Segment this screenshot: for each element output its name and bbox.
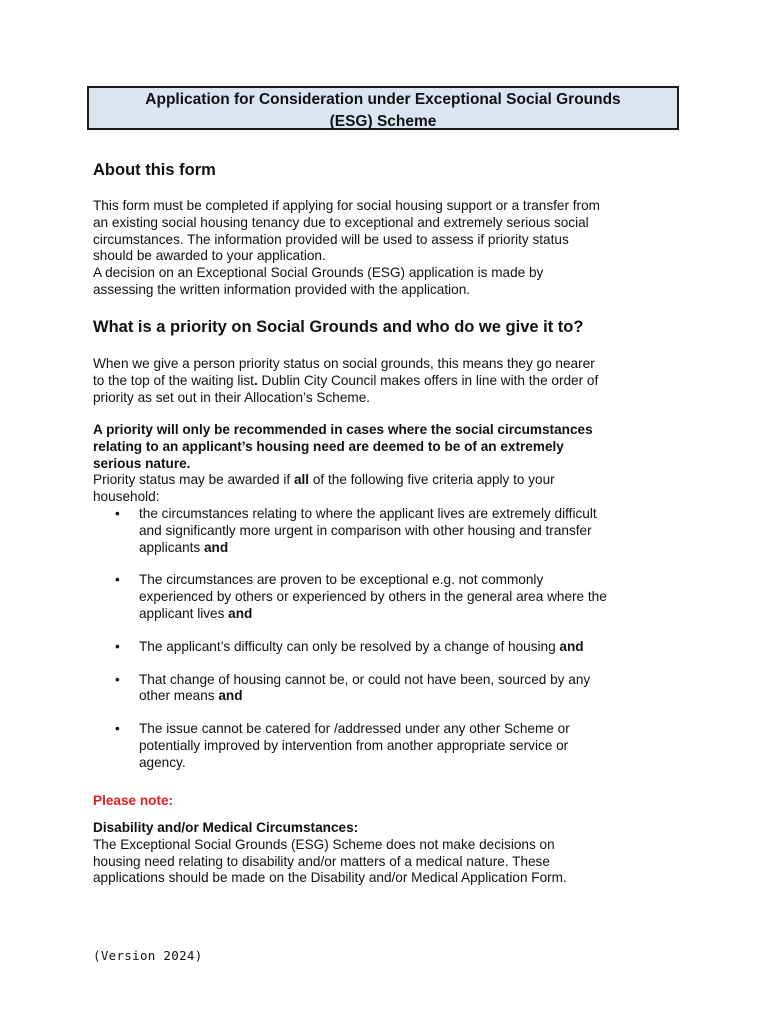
disability-medical-section bbox=[93, 820, 683, 887]
please-note-label: Please note: bbox=[93, 793, 174, 808]
bullet-icon: • bbox=[115, 572, 120, 588]
bullet-icon: • bbox=[115, 638, 120, 654]
about-heading: About this form bbox=[93, 161, 216, 179]
priority-intro-line: When we give a person priority status on social grounds, this means they go nearer bbox=[93, 356, 595, 371]
recommendation-line: serious nature. bbox=[93, 455, 191, 471]
priority-intro-line: to the top of the waiting list. Dublin City Council makes offers in line with the order of bbox=[93, 372, 599, 388]
priority-intro-line: priority as set out in their Allocation’s Scheme. bbox=[93, 389, 371, 405]
about-line: circumstances. The information provided will be used to assess if priority status bbox=[93, 231, 569, 247]
list-item: • The applicant’s difficulty can only be resolved by a change of housing and bbox=[115, 638, 584, 654]
form-title-box bbox=[87, 86, 679, 130]
list-item: • The issue cannot be catered for /addressed under any other Scheme or potentially improved by intervention from another appropriate service or agency. bbox=[115, 721, 570, 770]
note-line: applications should be made on the Disability and/or Medical Application Form. bbox=[93, 870, 567, 886]
priority-heading: What is a priority on Social Grounds and who do we give it to? bbox=[93, 318, 584, 336]
bullet-icon: • bbox=[115, 671, 120, 687]
list-item: • That change of housing cannot be, or could not have been, sourced by any other means and bbox=[115, 671, 591, 704]
bullet-icon: • bbox=[115, 506, 120, 521]
list-item: • The circumstances are proven to be exceptional e.g. not commonly experienced by others or experienced by others in the general area where the applicant lives and bbox=[115, 572, 607, 621]
about-line: A decision on an Exceptional Social Grounds (ESG) application is made by bbox=[93, 265, 544, 281]
note-line: The Exceptional Social Grounds (ESG) Scheme does not make decisions on bbox=[93, 836, 555, 852]
criteria-list bbox=[93, 506, 683, 788]
disability-medical-subheading: Disability and/or Medical Circumstances: bbox=[93, 820, 359, 835]
criteria-intro-line: Priority status may be awarded if all of the following five criteria apply to your bbox=[93, 472, 555, 487]
about-line: assessing the written information provided with the application. bbox=[93, 281, 471, 297]
about-line: should be awarded to your application. bbox=[93, 248, 326, 264]
list-item: • the circumstances relating to where the applicant lives are extremely difficult and significantly more urgent in comparison with other housing and transfer applicants and bbox=[115, 506, 597, 555]
about-line: This form must be completed if applying for social housing support or a transfer from bbox=[93, 198, 600, 213]
recommendation-line: A priority will only be recommended in cases where the social circumstances bbox=[93, 422, 593, 437]
about-paragraph bbox=[93, 198, 683, 299]
priority-intro bbox=[93, 356, 683, 406]
version-label: (Version 2024) bbox=[93, 948, 203, 963]
priority-recommendation bbox=[93, 422, 683, 472]
form-title-line-2: (ESG) Scheme bbox=[329, 113, 437, 130]
criteria-intro-line: household: bbox=[93, 488, 160, 504]
note-line: housing need relating to disability and/or matters of a medical nature. These bbox=[93, 853, 550, 869]
form-title-line-1: Application for Consideration under Exceptional Social Grounds bbox=[145, 91, 621, 108]
criteria-intro bbox=[93, 472, 683, 506]
recommendation-line: relating to an applicant’s housing need are deemed to be of an extremely bbox=[93, 438, 564, 454]
about-line: an existing social housing tenancy due to exceptional and extremely serious social bbox=[93, 214, 589, 230]
bullet-icon: • bbox=[115, 721, 120, 737]
